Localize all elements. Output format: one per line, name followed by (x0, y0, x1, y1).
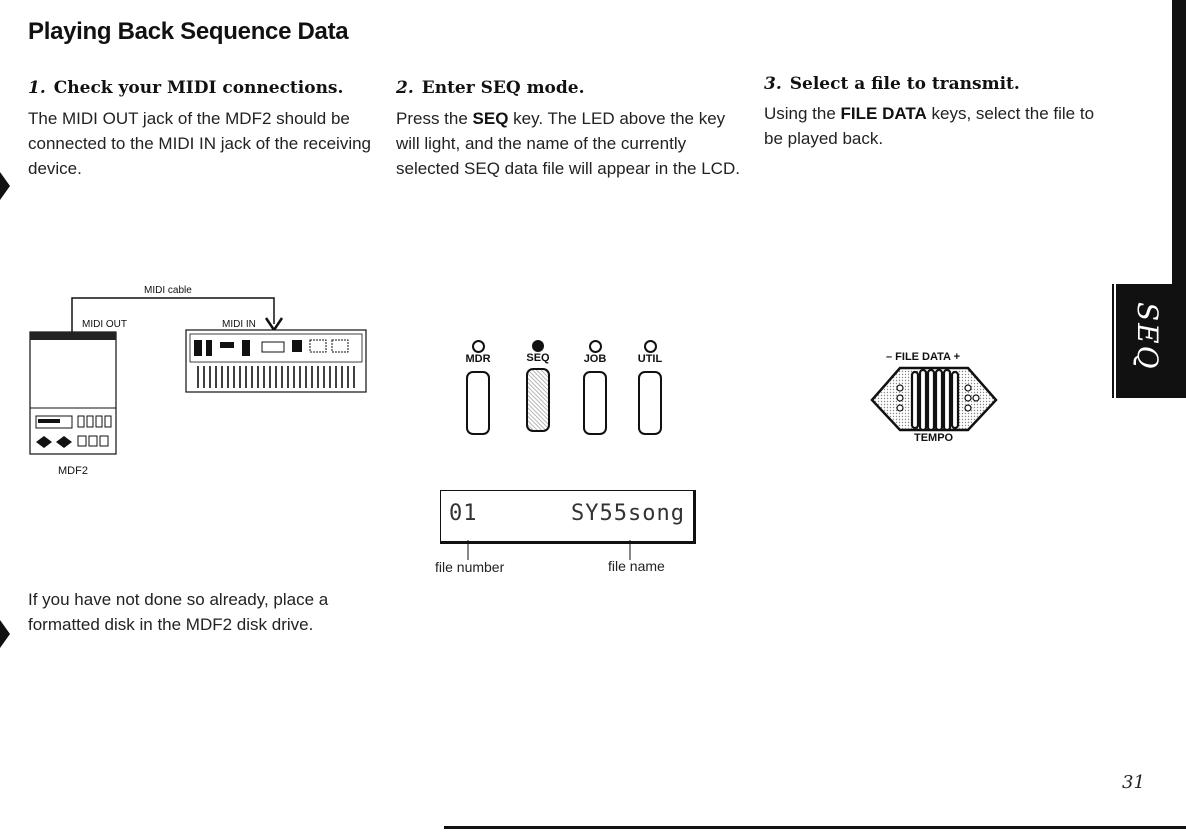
key-util[interactable] (630, 340, 670, 435)
bottom-rule (444, 826, 1186, 829)
step-2-body (396, 106, 740, 181)
key-util-label: UTIL (637, 353, 663, 365)
midi-out-label: MIDI OUT (82, 319, 127, 330)
step-3-body-a: Using the (764, 104, 841, 123)
step-2-body-key: SEQ (472, 109, 509, 128)
file-data-label: – FILE DATA + (886, 351, 961, 363)
key-job-cap (583, 371, 607, 435)
step-2-body-b: key. The LED above the key will light, and the name of the currently selected SEQ data file will appear in the LCD. (396, 109, 740, 178)
led-job-icon (589, 340, 602, 353)
step-3-heading (764, 74, 1020, 94)
led-mdr-icon (472, 340, 485, 353)
step-3-body-key: FILE DATA (840, 104, 927, 123)
key-mdr-label: MDR (465, 353, 491, 365)
midi-connection-diagram (26, 280, 376, 480)
note-text: If you have not done so already, place a formatted disk in the MDF2 disk drive. (28, 590, 329, 634)
step-1-heading (28, 78, 343, 98)
step-2-number: 2. (396, 78, 414, 98)
margin-bullet-icon (0, 620, 10, 648)
section-tab-label: SEQ (1131, 302, 1164, 371)
key-seq[interactable] (518, 340, 558, 432)
key-seq-label: SEQ (526, 352, 550, 364)
tempo-label: TEMPO (914, 432, 954, 444)
tab-rule (1112, 284, 1114, 398)
midi-cable-label: MIDI cable (144, 285, 192, 296)
page-title: Playing Back Sequence Data (28, 18, 349, 45)
step-3-title: Select a file to transmit. (789, 74, 1020, 94)
key-job[interactable] (575, 340, 615, 435)
led-util-icon (644, 340, 657, 353)
step-3-number: 3. (764, 74, 782, 94)
step-2-title: Enter SEQ mode. (421, 78, 585, 98)
step-3-body-b: keys, select the file to be played back. (764, 104, 1095, 148)
key-mdr[interactable] (458, 340, 498, 435)
key-job-label: JOB (583, 353, 607, 365)
key-seq-cap (526, 368, 550, 432)
step-2-body-a: Press the (396, 109, 473, 128)
step-1-body: The MIDI OUT jack of the MDF2 should be connected to the MIDI IN jack of the receiving device. (28, 109, 372, 178)
step-1-title: Check your MIDI connections. (53, 78, 344, 98)
mode-keys (450, 340, 690, 440)
mdf2-label: MDF2 (58, 465, 88, 477)
step-1-number: 1. (28, 78, 46, 98)
file-number-label: file number (435, 559, 505, 575)
page-number: 31 (1122, 772, 1145, 793)
page-edge-bar (1172, 0, 1186, 284)
lcd-display (440, 490, 696, 544)
section-tab (1116, 284, 1186, 398)
step-3-body (764, 101, 1108, 151)
lcd-file-name: SY55song (571, 501, 685, 526)
key-mdr-cap (466, 371, 490, 435)
led-seq-icon (532, 340, 544, 352)
lcd-file-number: 01 (449, 501, 478, 526)
step-2-heading (396, 78, 585, 98)
key-util-cap (638, 371, 662, 435)
margin-bullet-icon (0, 172, 10, 200)
file-data-keys[interactable] (868, 364, 1000, 434)
file-name-label: file name (608, 558, 665, 574)
midi-in-label: MIDI IN (222, 319, 256, 330)
